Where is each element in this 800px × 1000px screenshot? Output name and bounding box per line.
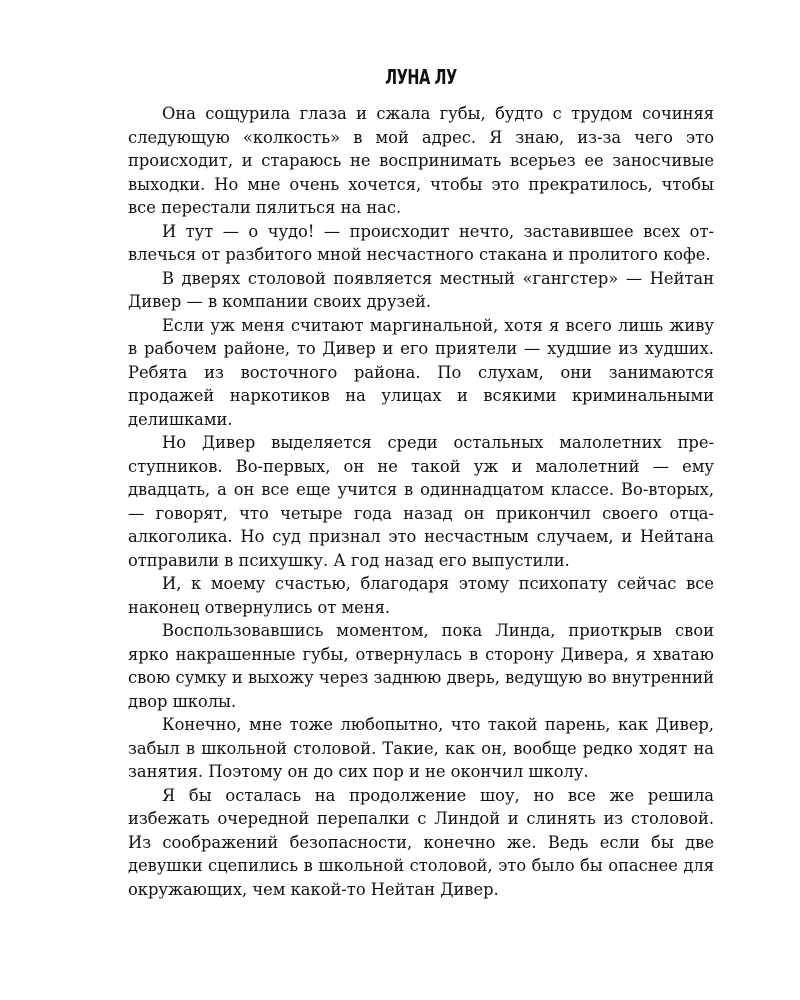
paragraph: Она сощурила глаза и сжала губы, будто с трудом сочиняя следующую «колкость» в мой адрес. Я знаю, из-за чего это происходит, и стараюсь не воспринимать всерьез ее заносчивые выходки. Но мне очень хочется, чтобы это прекратилось, чтобы все перестали пялиться на нас. xyxy=(128,104,714,217)
paragraph: Конечно, мне тоже любопытно, что такой парень, как Дивер, забыл в школьной столовой. Такие, как он, вообще редко ходят на занятия. Поэтому он до сих пор и не окончил школу. xyxy=(128,715,714,781)
paragraph: Но Дивер выделяется среди остальных малолетних преступников. Во-первых, он не такой уж и малолетний — ему двадцать, а он все еще учится в одиннадцатом классе. Во-вторых, — говорят, что четыре года назад он прикончил своего отца-алкоголика. Но суд признал это несчастным случаем, и Нейтана отправили в психушку. А год назад его выпустили. xyxy=(128,433,714,570)
paragraph: Я бы осталась на продолжение шоу, но все же решила избежать очередной перепалки с Линдой и слинять из столовой. Из соображений безопасности, конечно же. Ведь если бы две девушки сцепились в школьной столовой, это было бы опаснее для окружающих, чем какой-то Нейтан Дивер. xyxy=(128,785,714,899)
paragraph: Если уж меня считают маргинальной, хотя я всего лишь живу в рабочем районе, то Дивер и его приятели — худшие из худших. Ребята из восточного района. По слухам, они занимаются продажей наркотиков на улицах и всякими криминальными делишками. xyxy=(128,315,714,429)
paragraph: И тут — о чудо! — происходит нечто, заставившее всех отвлечься от разбитого мной несчастного стакана и пролитого кофе. xyxy=(128,221,714,264)
paragraph: И, к моему счастью, благодаря этому психопату сейчас все наконец отвернулись от меня. xyxy=(128,574,714,617)
book-page xyxy=(128,62,714,901)
body-text xyxy=(128,102,714,901)
running-head-author: ЛУНА ЛУ xyxy=(385,65,457,89)
paragraph: В дверях столовой появляется местный «гангстер» — Нейтан Дивер — в компании своих друзей. xyxy=(128,268,714,311)
paragraph: Воспользовавшись моментом, пока Линда, приоткрыв свои ярко накрашенные губы, отвернулась в сторону Дивера, я хватаю свою сумку и выхожу через заднюю дверь, ведущую во внутренний двор школы. xyxy=(128,621,714,711)
